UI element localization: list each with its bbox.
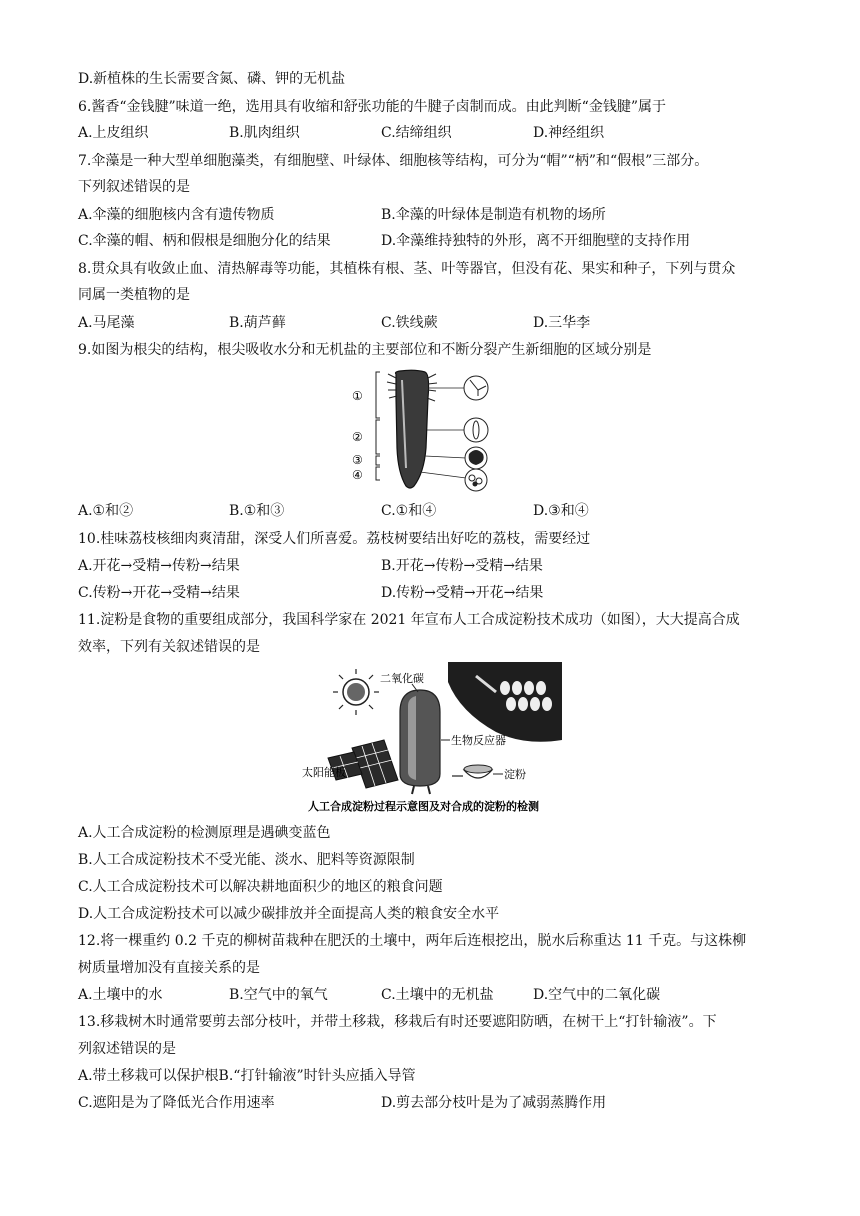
q12-stem-line2: 树质量增加没有直接关系的是 bbox=[78, 960, 260, 976]
q5-option-d: D.新植株的生长需要含氮、磷、钾的无机盐 bbox=[78, 71, 346, 87]
q11-option-a: A.人工合成淀粉的检测原理是遇碘变蓝色 bbox=[78, 825, 331, 841]
q9-option-b: B.①和③ bbox=[229, 503, 285, 519]
q11-option-c: C.人工合成淀粉技术可以解决耕地面积少的地区的粮食问题 bbox=[78, 879, 443, 895]
q7-option-b: B.伞藻的叶绿体是制造有机物的场所 bbox=[381, 207, 606, 223]
q12-option-a: A.土壤中的水 bbox=[78, 987, 163, 1003]
q9-option-c: C.①和④ bbox=[381, 503, 437, 519]
co2-label: 二氧化碳 bbox=[380, 672, 424, 685]
q10-option-b: B.开花→传粉→受精→结果 bbox=[381, 558, 543, 574]
q7-option-a: A.伞藻的细胞核内含有遗传物质 bbox=[78, 207, 275, 223]
starch-label: 淀粉 bbox=[504, 768, 526, 781]
q10-option-d: D.传粉→受精→开花→结果 bbox=[381, 585, 544, 601]
root-body bbox=[396, 370, 429, 488]
q11-option-b: B.人工合成淀粉技术不受光能、淡水、肥料等资源限制 bbox=[78, 852, 415, 868]
q6-option-b: B.肌肉组织 bbox=[229, 125, 300, 141]
figure-caption: 人工合成淀粉过程示意图及对合成的淀粉的检测 bbox=[308, 800, 539, 813]
q12-option-d: D.空气中的二氧化碳 bbox=[533, 987, 661, 1003]
q11-option-d: D.人工合成淀粉技术可以减少碳排放并全面提高人类的粮食安全水平 bbox=[78, 906, 500, 922]
q8-option-d: D.三华李 bbox=[533, 315, 591, 331]
q6-option-c: C.结缔组织 bbox=[381, 125, 452, 141]
zone-label-2: ② bbox=[352, 430, 363, 444]
q8-option-b: B.葫芦藓 bbox=[229, 315, 286, 331]
q10-option-c: C.传粉→开花→受精→结果 bbox=[78, 585, 240, 601]
reactor-label: 生物反应器 bbox=[451, 734, 506, 747]
starch-synthesis-figure bbox=[300, 662, 562, 816]
zone-brackets bbox=[376, 372, 380, 480]
root-tip-figure bbox=[340, 368, 496, 494]
q6-stem: 6.酱香“金钱腱”味道一绝，选用具有收缩和舒张功能的牛腱子卤制而成。由此判断“金钱腱”属于 bbox=[78, 99, 666, 115]
q13-options-ab: A.带土移栽可以保护根B.“打针输液”时针头应插入导管 bbox=[78, 1068, 416, 1084]
q13-stem-line1: 13.移栽树木时通常要剪去部分枝叶，并带土移栽，移栽后有时还要遮阳防晒，在树干上“打针输液”。下 bbox=[78, 1014, 717, 1030]
panel-label: 太阳能板 bbox=[302, 766, 346, 779]
q12-option-b: B.空气中的氧气 bbox=[229, 987, 328, 1003]
q7-stem-line2: 下列叙述错误的是 bbox=[78, 179, 190, 195]
q13-stem-line2: 列叙述错误的是 bbox=[78, 1041, 176, 1057]
q9-option-a: A.①和② bbox=[78, 503, 134, 519]
q10-stem: 10.桂味荔枝核细肉爽清甜，深受人们所喜爱。荔枝树要结出好吃的荔枝，需要经过 bbox=[78, 531, 591, 547]
q8-stem-line1: 8.贯众具有收敛止血、清热解毒等功能，其植株有根、茎、叶等器官，但没有花、果实和种子，下列与贯众 bbox=[78, 261, 736, 277]
zone-label-1: ① bbox=[352, 389, 363, 403]
q10-option-a: A.开花→受精→传粉→结果 bbox=[78, 558, 240, 574]
sun-icon bbox=[333, 669, 379, 715]
starch-bowl-icon bbox=[464, 765, 492, 778]
q13-option-d: D.剪去部分枝叶是为了减弱蒸腾作用 bbox=[381, 1095, 607, 1111]
q11-stem-line2: 效率，下列有关叙述错误的是 bbox=[78, 639, 260, 655]
reactor-highlight bbox=[408, 696, 416, 780]
q9-option-d: D.③和④ bbox=[533, 503, 589, 519]
q7-stem-line1: 7.伞藻是一种大型单细胞藻类，有细胞壁、叶绿体、细胞核等结构，可分为“帽”“柄”和“假根”三部分。 bbox=[78, 153, 709, 169]
zone-label-4: ④ bbox=[352, 468, 363, 482]
q13-option-c: C.遮阳是为了降低光合作用速率 bbox=[78, 1095, 275, 1111]
q8-option-a: A.马尾藻 bbox=[78, 315, 135, 331]
q11-stem-line1: 11.淀粉是食物的重要组成部分，我国科学家在 2021 年宣布人工合成淀粉技术成功（如图），大大提高合成 bbox=[78, 612, 740, 628]
solar-panel-icon bbox=[328, 740, 398, 788]
q12-option-c: C.土壤中的无机盐 bbox=[381, 987, 494, 1003]
zone-label-3: ③ bbox=[352, 453, 363, 467]
q12-stem-line1: 12.将一棵重约 0.2 千克的柳树苗栽种在肥沃的土壤中，两年后连根挖出，脱水后称重达 11 千克。与这株柳 bbox=[78, 933, 747, 949]
cell-zoom-circles bbox=[464, 376, 488, 491]
q6-option-a: A.上皮组织 bbox=[78, 125, 149, 141]
q8-option-c: C.铁线蕨 bbox=[381, 315, 438, 331]
q6-option-d: D.神经组织 bbox=[533, 125, 605, 141]
q8-stem-line2: 同属一类植物的是 bbox=[78, 287, 190, 303]
reactor-vessel bbox=[400, 690, 440, 786]
q7-option-d: D.伞藻维持独特的外形，离不开细胞壁的支持作用 bbox=[381, 233, 691, 249]
q7-option-c: C.伞藻的帽、柄和假根是细胞分化的结果 bbox=[78, 233, 331, 249]
q9-stem: 9.如图为根尖的结构，根尖吸收水分和无机盐的主要部位和不断分裂产生新细胞的区域分别是 bbox=[78, 342, 652, 358]
